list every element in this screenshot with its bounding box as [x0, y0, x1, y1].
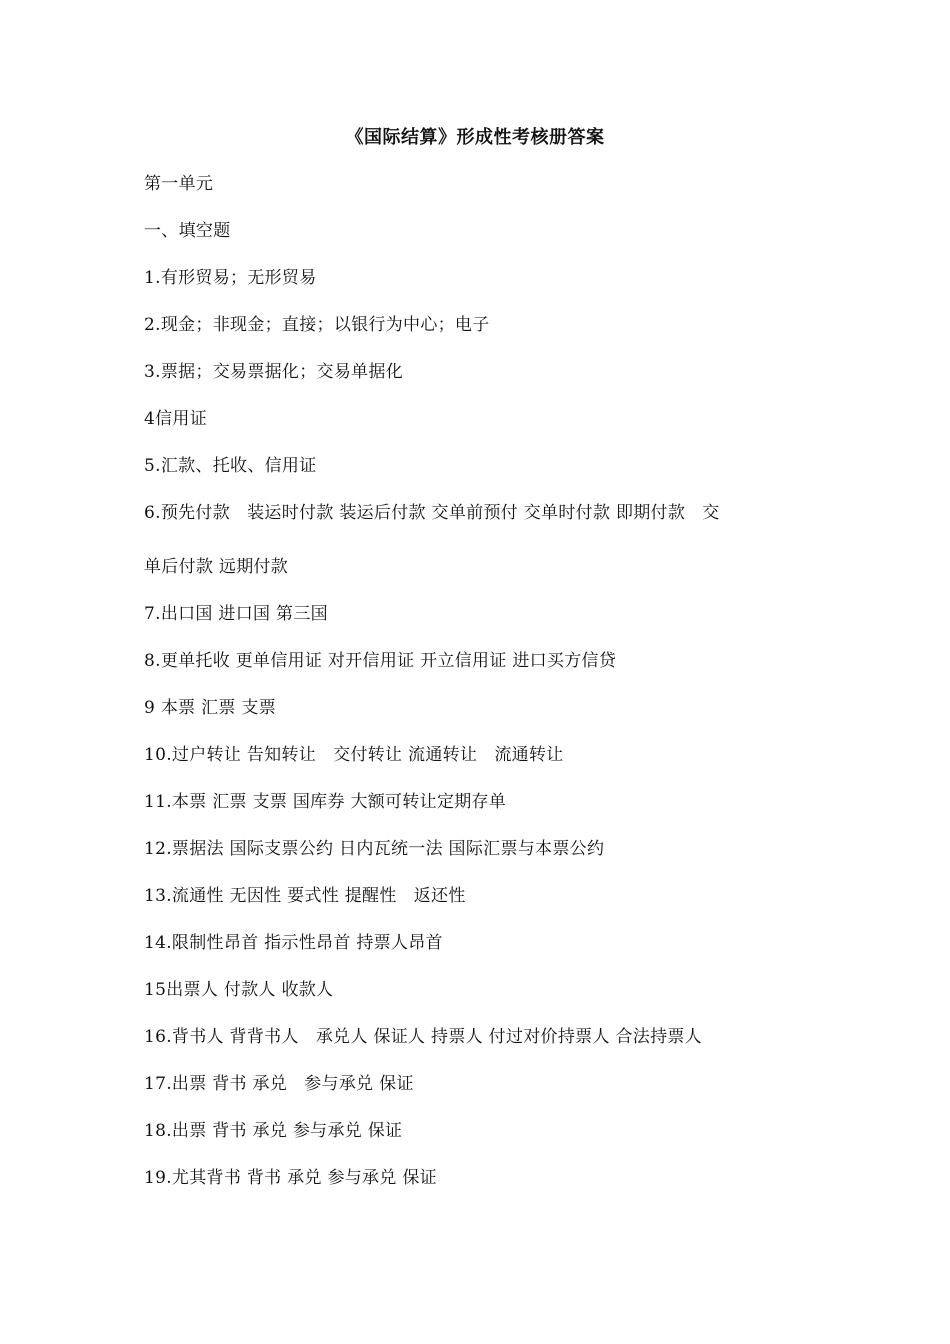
answer-line: 13.流通性 无因性 要式性 提醒性 返还性	[144, 886, 466, 906]
answer-line: 5.汇款、托收、信用证	[144, 456, 317, 476]
document-title: 《国际结算》形成性考核册答案	[345, 127, 605, 148]
answer-line: 9 本票 汇票 支票	[144, 698, 277, 718]
answer-line: 14.限制性昂首 指示性昂首 持票人昂首	[144, 933, 443, 953]
answer-line: 12.票据法 国际支票公约 日内瓦统一法 国际汇票与本票公约	[144, 839, 605, 859]
unit-heading: 第一单元	[144, 174, 214, 194]
answer-line: 3.票据；交易票据化；交易单据化	[144, 362, 404, 382]
answer-line: 10.过户转让 告知转让 交付转让 流通转让 流通转让	[144, 745, 564, 765]
answer-line: 11.本票 汇票 支票 国库券 大额可转让定期存单	[144, 792, 507, 812]
section-heading: 一、填空题	[144, 221, 231, 241]
answer-line: 17.出票 背书 承兑 参与承兑 保证	[144, 1074, 414, 1094]
answer-line: 16.背书人 背背书人 承兑人 保证人 持票人 付过对价持票人 合法持票人	[144, 1027, 702, 1047]
answer-line: 6.预先付款 装运时付款 装运后付款 交单前预付 交单时付款 即期付款 交	[144, 503, 720, 523]
answer-line: 8.更单托收 更单信用证 对开信用证 开立信用证 进口买方信贷	[144, 651, 617, 671]
answer-line: 15出票人 付款人 收款人	[144, 980, 334, 1000]
answer-line: 19.尤其背书 背书 承兑 参与承兑 保证	[144, 1168, 437, 1188]
answer-line: 2.现金；非现金；直接；以银行为中心；电子	[144, 315, 490, 335]
answer-line: 1.有形贸易；无形贸易	[144, 268, 317, 288]
answer-line: 7.出口国 进口国 第三国	[144, 604, 328, 624]
answer-line: 18.出票 背书 承兑 参与承兑 保证	[144, 1121, 403, 1141]
answer-line: 4信用证	[144, 409, 208, 429]
answer-line-continued: 单后付款 远期付款	[144, 557, 289, 577]
